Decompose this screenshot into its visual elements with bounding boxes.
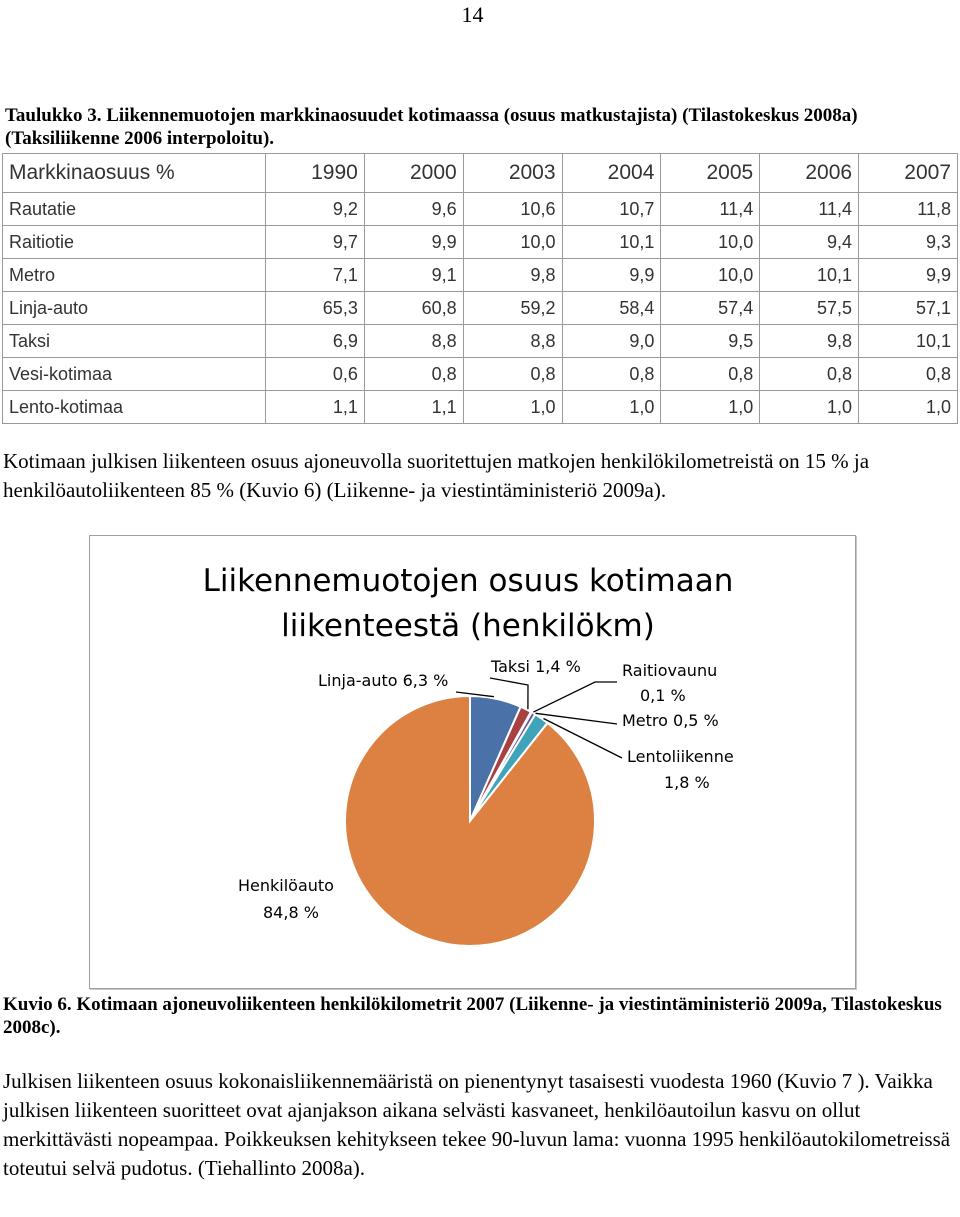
- table-cell: 9,2: [266, 193, 365, 226]
- pie-chart: [90, 536, 855, 988]
- table-cell: 1,0: [463, 391, 562, 424]
- table-cell: 10,1: [760, 259, 859, 292]
- table-cell: 60,8: [364, 292, 463, 325]
- table-cell: 9,7: [266, 226, 365, 259]
- table-cell: 9,9: [562, 259, 661, 292]
- slice-label-henkiloauto: Henkilöauto: [238, 876, 334, 895]
- table-cell: Linja-auto: [3, 292, 266, 325]
- table-cell: Raitiotie: [3, 226, 266, 259]
- table-cell: 0,6: [266, 358, 365, 391]
- pie-slices: [345, 696, 595, 946]
- table-cell: 11,4: [661, 193, 760, 226]
- table-cell: 10,0: [463, 226, 562, 259]
- table-cell: 10,6: [463, 193, 562, 226]
- table-header-cell: 2006: [760, 154, 859, 193]
- table-cell: 0,8: [463, 358, 562, 391]
- table-cell: 10,1: [562, 226, 661, 259]
- slice-label-lentoliikenne: Lentoliikenne: [627, 747, 734, 766]
- table-row: [3, 325, 958, 358]
- market-share-table: [2, 153, 958, 424]
- table-cell: 1,0: [859, 391, 958, 424]
- table-cell: 59,2: [463, 292, 562, 325]
- table-cell: 0,8: [364, 358, 463, 391]
- table-cell: 0,8: [562, 358, 661, 391]
- table-cell: 9,5: [661, 325, 760, 358]
- table-cell: 0,8: [859, 358, 958, 391]
- table-cell: Vesi-kotimaa: [3, 358, 266, 391]
- slice-label-henkiloauto-value: 84,8 %: [263, 903, 319, 922]
- table-cell: 9,1: [364, 259, 463, 292]
- table-cell: 65,3: [266, 292, 365, 325]
- table-cell: 1,1: [266, 391, 365, 424]
- table-cell: 0,8: [661, 358, 760, 391]
- table-header-cell: 2007: [859, 154, 958, 193]
- table-cell: 9,0: [562, 325, 661, 358]
- table-cell: 9,8: [760, 325, 859, 358]
- table-cell: 8,8: [364, 325, 463, 358]
- table-cell: 11,8: [859, 193, 958, 226]
- table-cell: Lento-kotimaa: [3, 391, 266, 424]
- leader-line-2: [533, 682, 617, 712]
- table-caption: Taulukko 3. Liikennemuotojen markkinaosuudet kotimaassa (osuus matkustajista) (Tilastokeskus 2008a) (Taksiliikenne 2006 interpoloitu).: [5, 105, 858, 149]
- table-header-cell: 2003: [463, 154, 562, 193]
- table-cell: 57,4: [661, 292, 760, 325]
- table-cell: 57,5: [760, 292, 859, 325]
- table-cell: 11,4: [760, 193, 859, 226]
- table-cell: 8,8: [463, 325, 562, 358]
- table-cell: 10,0: [661, 259, 760, 292]
- table-cell: 9,9: [364, 226, 463, 259]
- table-cell: 1,0: [661, 391, 760, 424]
- slice-label-lentoliikenne-value: 1,8 %: [664, 773, 710, 792]
- table-cell: Taksi: [3, 325, 266, 358]
- table-row: [3, 226, 958, 259]
- chart-title-line2: liikenteestä (henkilökm): [281, 608, 655, 644]
- chart-title-line1: Liikennemuotojen osuus kotimaan: [202, 563, 734, 599]
- table-cell: 57,1: [859, 292, 958, 325]
- table-cell: 1,1: [364, 391, 463, 424]
- slice-label-raitiovaunu-value: 0,1 %: [640, 686, 686, 705]
- page-number: 14: [461, 2, 484, 27]
- table-cell: 58,4: [562, 292, 661, 325]
- table-header-cell: 1990: [266, 154, 365, 193]
- table-cell: 10,0: [661, 226, 760, 259]
- table-row: [3, 193, 958, 226]
- table-cell: 9,9: [859, 259, 958, 292]
- table-cell: 10,7: [562, 193, 661, 226]
- figure-caption: Kuvio 6. Kotimaan ajoneuvoliikenteen henkilökilometrit 2007 (Liikenne- ja viestintäministeriö 2009a, Tilastokeskus 2008c).: [3, 994, 942, 1038]
- table-cell: 6,9: [266, 325, 365, 358]
- table-cell: 10,1: [859, 325, 958, 358]
- table-header-cell: Markkinaosuus %: [3, 154, 266, 193]
- table-row: [3, 259, 958, 292]
- slice-label-raitiovaunu: Raitiovaunu: [622, 661, 718, 680]
- table-cell: 9,6: [364, 193, 463, 226]
- table-header-cell: 2000: [364, 154, 463, 193]
- table-cell: Metro: [3, 259, 266, 292]
- table-cell: 7,1: [266, 259, 365, 292]
- pie-slice-5: [345, 696, 595, 946]
- table-cell: 9,3: [859, 226, 958, 259]
- slice-label-linja-auto: Linja-auto 6,3 %: [318, 671, 449, 690]
- paragraph-public-transport-share: Kotimaan julkisen liikenteen osuus ajoneuvolla suoritettujen matkojen henkilökilometreistä on 15 % ja henkilöautoliikenteen 85 % (Kuvio 6) (Liikenne- ja viestintäministeriö 2009a).: [3, 449, 870, 502]
- table-cell: 0,8: [760, 358, 859, 391]
- pie-chart-frame: [89, 535, 856, 989]
- table-cell: 9,8: [463, 259, 562, 292]
- table-header-cell: 2004: [562, 154, 661, 193]
- slice-label-taksi: Taksi 1,4 %: [491, 657, 581, 676]
- table-cell: 1,0: [760, 391, 859, 424]
- table-header-cell: 2005: [661, 154, 760, 193]
- paragraph-public-transport-decline: Julkisen liikenteen osuus kokonaisliikennemääristä on pienentynyt tasaisesti vuodesta 1960 (Kuvio 7 ). Vaikka julkisen liikenteen suoritteet ovat ajanjakson aikana selvästi kasvaneet, henkilöautoilun kasvu on ollut merkittävästi nopeampaa. Poikkeuksen kehitykseen tekee 90-luvun lama: vuonna 1995 henkilöautokilometreissä toteutui selvä pudotus. (Tiehallinto 2008a).: [3, 1069, 951, 1180]
- table-row: [3, 391, 958, 424]
- slice-label-metro: Metro 0,5 %: [622, 711, 719, 730]
- table-cell: 1,0: [562, 391, 661, 424]
- table-cell: Rautatie: [3, 193, 266, 226]
- table-header-row: [3, 154, 958, 193]
- table-row: [3, 292, 958, 325]
- table-row: [3, 358, 958, 391]
- table-cell: 9,4: [760, 226, 859, 259]
